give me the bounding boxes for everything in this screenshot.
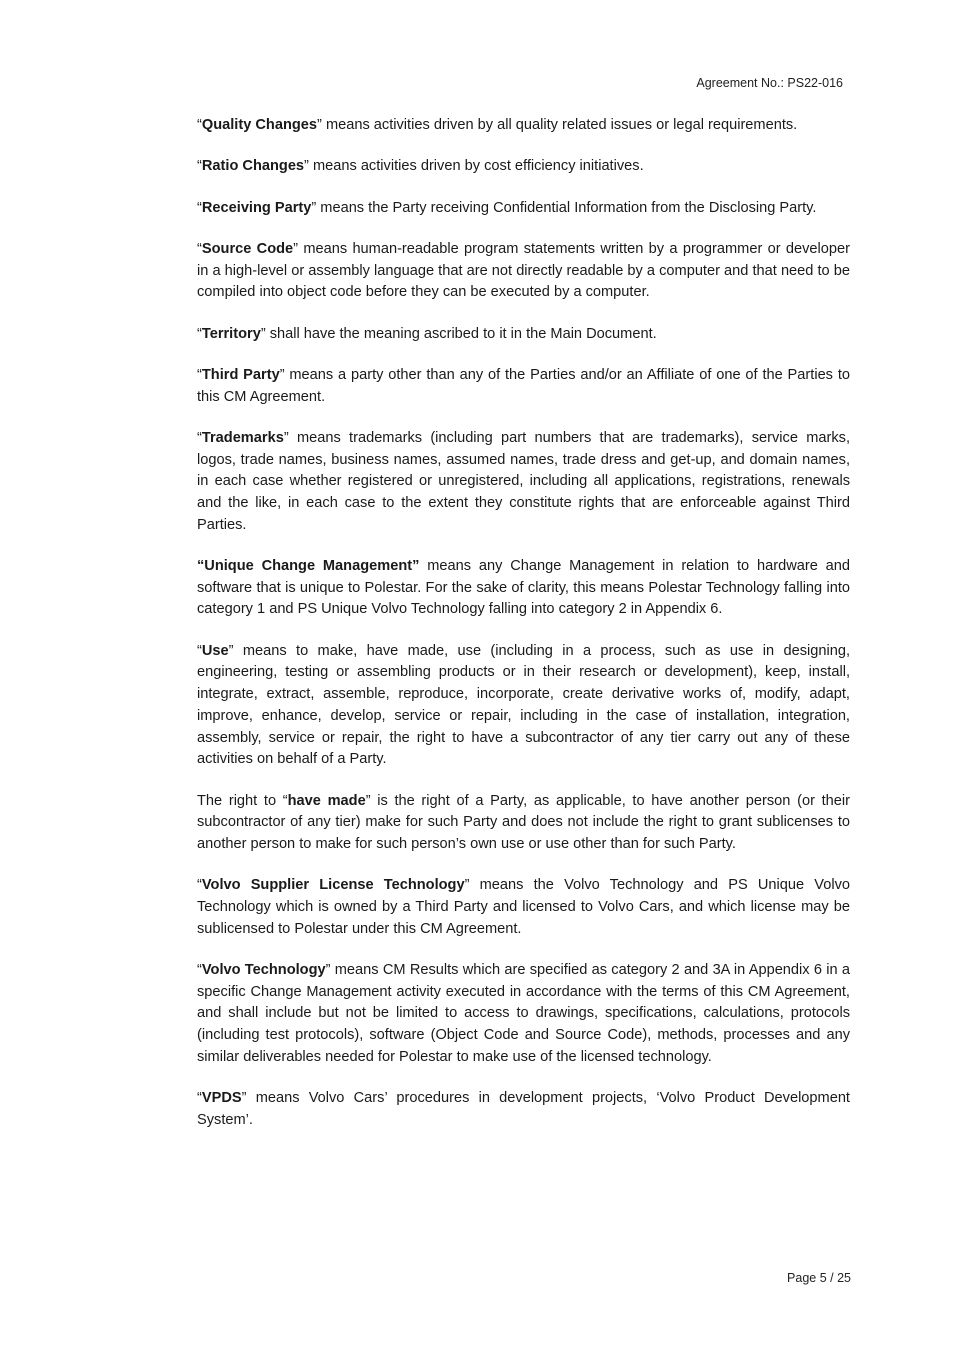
definition-volvo-technology: “Volvo Technology” means CM Results which are specified as category 2 and 3A in Appendix 6 in a specific Change Management activity executed in accordance with the terms of this CM Agreement, and shall include but not be limited to access to drawings, specifications, calculations, protocols (including test protocols), software (Object Code and Source Code), methods, processes and any similar deliverables needed for Polestar to make use of the licensed technology. — [197, 961, 851, 1065]
definitions-list — [197, 115, 850, 1151]
definition-third-party: “Third Party” means a party other than any of the Parties and/or an Affiliate of one of the Parties to this CM Agreement. — [197, 366, 850, 405]
definition-term: Territory — [201, 325, 261, 342]
definition-term: Source Code — [201, 240, 294, 257]
definition-term: Quality Changes — [201, 117, 318, 133]
definition-term: Third Party — [201, 366, 280, 383]
definition-term: Volvo Technology — [201, 961, 326, 978]
definition-volvo-supplier-license-technology: “Volvo Supplier License Technology” means the Volvo Technology and PS Unique Volvo Technology which is owned by a Third Party and licensed to Volvo Cars, and which license may be sublicensed to Polestar under this CM Agreement. — [197, 877, 850, 937]
definition-use: “Use” means to make, have made, use (including in a process, such as use in designing, engineering, testing or assembling products or in their research or development), keep, install, integrate, extract, assemble, reproduce, incorporate, create derivative works of, modify, adapt, improve, enhance, develop, service or repair, including in the case of installation, integration, assembly, service or repair, the right to have a subcontractor of any tier carry out any of these activities on behalf of a Party. — [197, 642, 850, 768]
definition-vpds: “VPDS” means Volvo Cars’ procedures in development projects, ‘Volvo Product Development System’. — [197, 1090, 850, 1128]
definition-trademarks: “Trademarks” means trademarks (including part numbers that are trademarks), service marks, logos, trade names, business names, assumed names, trade dress and get-up, and domain names, in each case whether registered or unregistered, including all applications, registrations, renewals and the like, in each case to the extent they constitute rights that are enforceable against Third Parties. — [197, 429, 850, 533]
definition-term: Volvo Supplier License Technology — [201, 877, 465, 894]
agreement-number: Agreement No.: PS22-016 — [696, 76, 843, 90]
definition-term: Trademarks — [201, 429, 284, 446]
definition-term: “Unique Change Management” — [197, 558, 420, 574]
definition-term: Use — [201, 642, 229, 659]
definition-term: Receiving Party — [201, 199, 312, 216]
definition-source-code: “Source Code” means human-readable program statements written by a programmer or developer in a high-level or assembly language that are not directly readable by a computer and that need to be compiled into object code before they can be executed by a computer. — [197, 240, 851, 301]
definition-ratio-changes: “Ratio Changes” means activities driven by cost efficiency initiatives. — [197, 158, 644, 175]
definition-term: VPDS — [201, 1090, 242, 1107]
definition-receiving-party: “Receiving Party” means the Party receiving Confidential Information from the Disclosing Party. — [197, 199, 817, 216]
definition-term: have made — [287, 792, 366, 809]
definition-have-made: The right to “have made” is the right of a Party, as applicable, to have another person (or their subcontractor of any tier) make for such Party and does not include the right to grant sublicenses to another person to make for such person’s own use or use other than for such Party. — [197, 792, 850, 852]
page-number: Page 5 / 25 — [787, 1271, 851, 1285]
definition-unique-change-management: “Unique Change Management” means any Change Management in relation to hardware and software that is unique to Polestar. For the sake of clarity, this means Polestar Technology falling into category 1 and PS Unique Volvo Technology falling into category 2 in Appendix 6. — [197, 558, 850, 618]
definition-territory: “Territory” shall have the meaning ascribed to it in the Main Document. — [197, 325, 657, 342]
definition-term: Ratio Changes — [201, 158, 305, 175]
definition-quality-changes: “Quality Changes” means activities driven by all quality related issues or legal requirements. — [197, 117, 798, 133]
